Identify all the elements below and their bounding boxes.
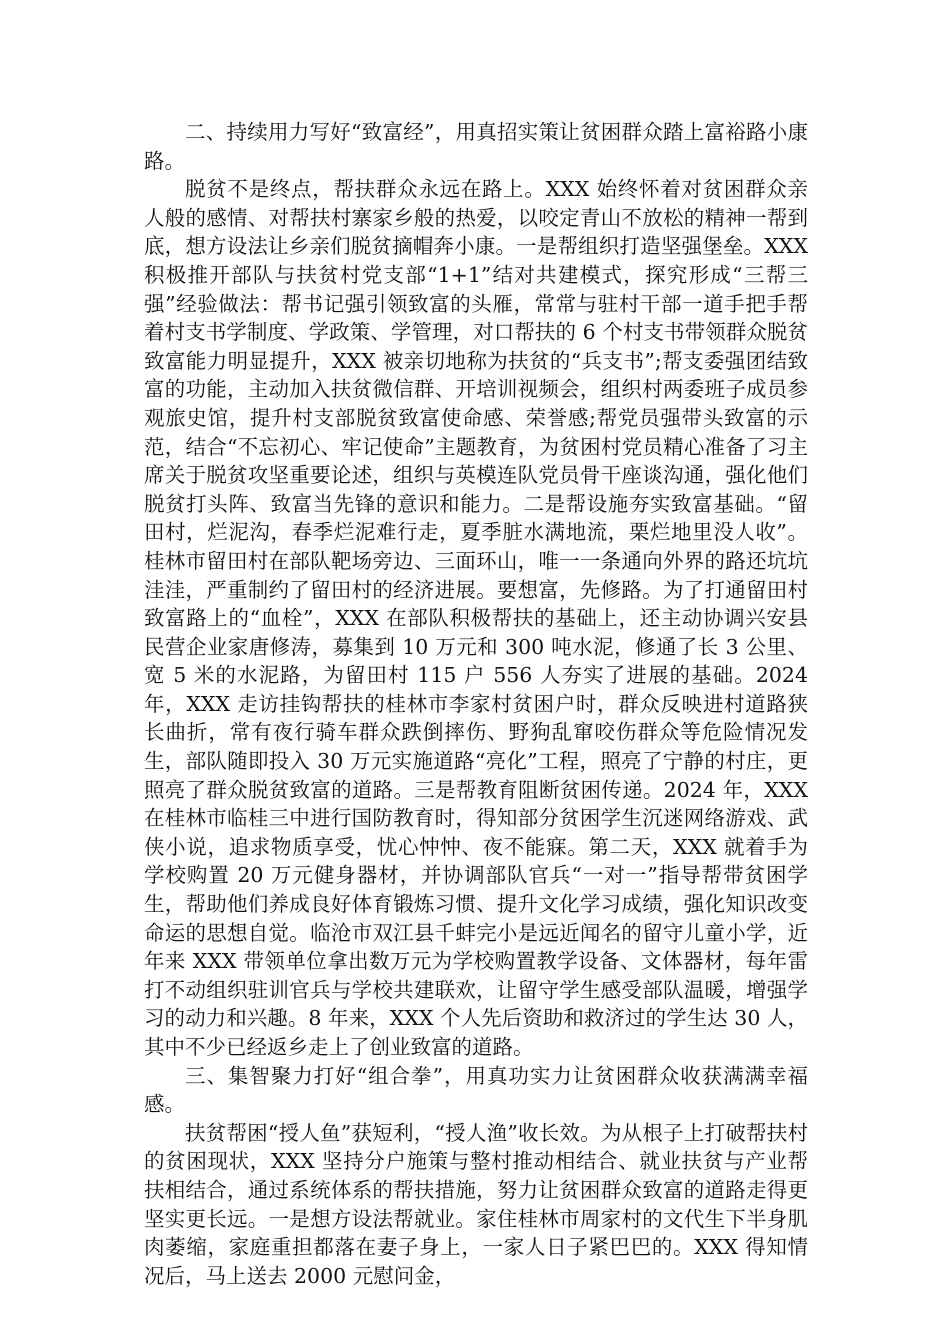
section-heading-two: 二、持续用力写好“致富经”，用真招实策让贫困群众踏上富裕路小康路。 — [144, 120, 808, 173]
section-heading-three: 三、集智聚力打好“组合拳”，用真功实力让贫困群众收获满满幸福感。 — [144, 1063, 808, 1117]
body-paragraph: 脱贫不是终点，帮扶群众永远在路上。XXX 始终怀着对贫困群众亲人般的感情、对帮扶村寨家乡般的热爱，以咬定青山不放松的精神一帮到底，想方设法让乡亲们脱贫摘帽奔小康。一是帮组织打造坚强堡垒。XXX 积极推开部队与扶贫村党支部“1+1”结对共建模式，探究形成“三帮三强”经验做法：帮书记强引领致富的头雁，常常与驻村干部一道手把手帮着村支书学制度、学政策、学管理，对口帮扶的 6 个村支书带领群众脱贫致富能力明显提升，XXX 被亲切地称为扶贫的“兵支书”;帮支委强团结致富的功能，主动加入扶贫微信群、开培训视频会，组织村两委班子成员参观旅史馆，提升村支部脱贫致富使命感、荣誉感;帮党员强带头致富的示范，结合“不忘初心、牢记使命”主题教育，为贫困村党员精心准备了习主席关于脱贫攻坚重要论述，组织与英模连队党员骨干座谈沟通，强化他们脱贫打头阵、致富当先锋的意识和能力。二是帮设施夯实致富基础。“留田村，烂泥沟，春季烂泥难行走，夏季脏水满地流，栗烂地里没人收”。桂林市留田村在部队靶场旁边、三面环山，唯一一条通向外界的路还坑坑洼洼，严重制约了留田村的经济进展。要想富，先修路。为了打通留田村致富路上的“血栓”，XXX 在部队积极帮扶的基础上，还主动协调兴安县民营企业家唐修涛，募集到 10 万元和 300 吨水泥，修通了长 3 公里、宽 5 米的水泥路，为留田村 115 户 556 人夯实了进展的基础。2024 年，XXX 走访挂钩帮扶的桂林市李家村贫困户时，群众反映进村道路狭长曲折，常有夜行骑车群众跌倒摔伤、野狗乱窜咬伤群众等危险情况发生，部队随即投入 30 万元实施道路“亮化”工程，照亮了宁静的村庄，更照亮了群众脱贫致富的道路。三是帮教育阻断贫困传递。2024 年，XXX 在桂林市临桂三中进行国防教育时，得知部分贫困学生沉迷网络游戏、武侠小说，追求物质享受，忧心忡忡、夜不能寐。第二天，XXX 就着手为学校购置 20 万元健身器材，并协调部队官兵“一对一”指导帮带贫困学生，帮助他们养成良好体育锻炼习惯、提升文化学习成绩，强化知识改变命运的思想自觉。临沧市双江县千蚌完小是远近闻名的留守儿童小学，近年来 XXX 带领单位拿出数万元为学校购置教学设备、文体器材，每年雷打不动组织驻训官兵与学校共建联欢，让留守学生感受部队温暖，增强学习的动力和兴趣。8 年来，XXX 个人先后资助和救济过的学生达 30 人，其中不少已经返乡走上了创业致富的道路。 — [144, 177, 808, 1059]
body-paragraph: 扶贫帮困“授人鱼”获短利，“授人渔”收长效。为从根子上打破帮扶村的贫困现状，XXX 坚持分户施策与整村推动相结合、就业扶贫与产业帮扶相结合，通过系统体系的帮扶措施，努力让贫困群众致富的道路走得更坚实更长远。一是想方设法帮就业。家住桂林市周家村的文代生下半身肌肉萎缩，家庭重担都落在妻子身上，一家人日子紧巴巴的。XXX 得知情况后，马上送去 2000 元慰问金， — [144, 1120, 808, 1288]
document-page — [144, 118, 808, 1290]
